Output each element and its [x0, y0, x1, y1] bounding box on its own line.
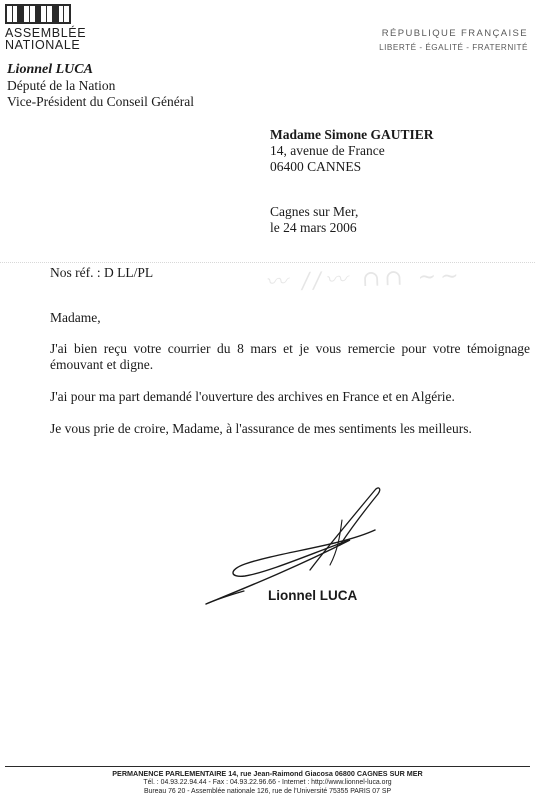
logo-emblem-icon [5, 4, 71, 24]
recipient-address [270, 127, 434, 175]
footer-divider [5, 766, 530, 767]
sender-title-1: Député de la Nation [7, 78, 116, 93]
letter-date: le 24 mars 2006 [270, 220, 357, 235]
reference-line: Nos réf. : D LL/PL [50, 265, 154, 280]
recipient-street: 14, avenue de France [270, 143, 385, 158]
recipient-city: 06400 CANNES [270, 159, 362, 174]
assemblee-nationale-logo [5, 4, 85, 51]
institution-name [5, 27, 85, 51]
footer-parliament-office: Bureau 76 20 - Assemblée nationale 126, rue de l'Université 75355 PARIS 07 SP [143, 788, 392, 795]
body-paragraph: J'ai bien reçu votre courrier du 8 mars et je vous remercie pour votre témoignage émouvant et digne. [50, 341, 530, 372]
republic-label: RÉPUBLIQUE FRANÇAISE [381, 28, 528, 39]
place-and-date [270, 204, 358, 236]
letter-place: Cagnes sur Mer, [270, 204, 359, 219]
sender-title-2: Vice-Président du Conseil Général [7, 94, 195, 109]
institution-line-2: NATIONALE [5, 38, 81, 52]
republic-motto: LIBERTÉ - ÉGALITÉ - FRATERNITÉ [379, 43, 528, 52]
sender-block [7, 62, 194, 110]
footer-office-address: PERMANENCE PARLEMENTAIRE 14, rue Jean-Raimond Giacosa 06800 CAGNES SUR MER [112, 769, 423, 778]
body-paragraph: J'ai pour ma part demandé l'ouverture des archives en France et en Algérie. [50, 389, 455, 404]
republic-header [379, 28, 528, 52]
body-paragraph: Je vous prie de croire, Madame, à l'assurance de mes sentiments les meilleurs. [50, 421, 472, 436]
footer-contact: Tél. : 04.93.22.94.44 - Fax : 04.93.22.96.66 - Internet : http://www.lionnel-luca.org [143, 779, 392, 786]
sender-name: Lionnel LUCA [7, 62, 93, 77]
institution-line-1: ASSEMBLÉE [5, 26, 87, 40]
salutation: Madame, [50, 310, 101, 325]
recipient-name: Madame Simone GAUTIER [270, 127, 434, 142]
signature-stroke-tail [206, 591, 244, 604]
signature-stroke-rise [310, 488, 380, 570]
letter-body [50, 310, 530, 453]
signature-name: Lionnel LUCA [268, 588, 358, 603]
footer [0, 769, 535, 796]
bleed-through-scribble: 〰 ∕∕〰 ∩∩ ∼∼ [264, 263, 463, 296]
